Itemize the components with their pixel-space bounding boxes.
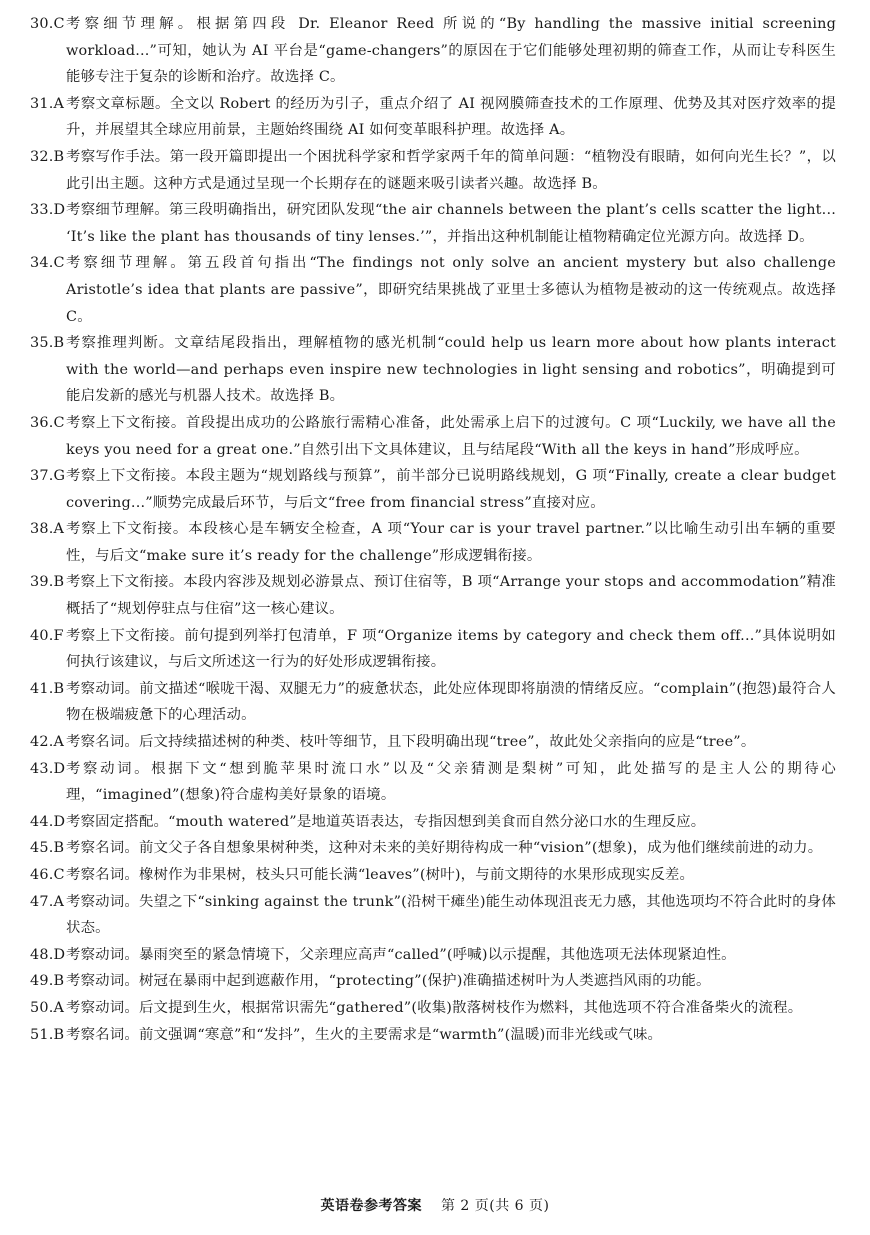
answer-item-40 <box>30 623 836 676</box>
answer-number: 32.B <box>30 148 65 165</box>
answer-number: 38.A <box>30 521 65 538</box>
footer-title: 英语卷参考答案 <box>320 1198 422 1214</box>
answer-item-44 <box>30 809 836 836</box>
answer-item-49 <box>30 968 836 995</box>
answer-item-30 <box>30 11 836 91</box>
answer-number: 43.D <box>30 760 66 777</box>
answer-item-47 <box>30 889 836 942</box>
page-number: 第 2 页(共 6 页) <box>440 1198 550 1214</box>
answer-explanation: 考察动词。失望之下“sinking against the trunk”(沿树干瘫坐)能生动体现沮丧无力感，其他选项均不符合此时的身体状态。 <box>66 893 836 937</box>
answer-explanation: 考察名词。橡树作为非果树，枝头只可能长满“leaves”(树叶)，与前文期待的水果形成现实反差。 <box>66 867 695 883</box>
answer-item-35 <box>30 330 836 410</box>
answer-item-46 <box>30 862 836 889</box>
answer-key-page <box>30 11 836 1048</box>
page-footer <box>0 1195 870 1215</box>
answer-item-50 <box>30 995 836 1022</box>
answer-explanation: 考察上下文衔接。前句提到列举打包清单，F 项“Organize items by category and check them off...”具体说明如何执行该建议，与后文所述这一行为的好处形成逻辑衔接。 <box>66 627 836 671</box>
answer-item-51 <box>30 1022 836 1049</box>
answer-number: 46.C <box>30 867 65 883</box>
answer-number: 44.D <box>30 813 66 830</box>
answer-number: 36.C <box>30 414 65 431</box>
answer-explanation: 考察上下文衔接。本段内容涉及规划必游景点、预订住宿等，B 项“Arrange your stops and accommodation”精准概括了“规划停驻点与住宿”这一核心建议。 <box>66 574 836 618</box>
answer-explanation: 考察细节理解。根据第四段 Dr. Eleanor Reed 所说的“By handling the massive initial screening workload...”可知，她认为 AI 平台是“game-changers”的原因在于它们能够处理初期的筛查工作，从而让专科医生能够专注于复杂的诊断和治疗。故选择 C。 <box>66 16 836 86</box>
answer-explanation: 考察文章标题。全文以 Robert 的经历为引子，重点介绍了 AI 视网膜筛查技术的工作原理、优势及其对医疗效率的提升，并展望其全球应用前景，主题始终围绕 AI 如何变革眼科护理。故选择 A。 <box>66 95 836 139</box>
answer-number: 49.B <box>30 973 65 990</box>
answer-number: 37.G <box>30 468 66 485</box>
answer-item-34 <box>30 250 836 330</box>
answer-explanation: 考察名词。前文父子各自想象果树种类，这种对未来的美好期待构成一种“vision”(想象)，成为他们继续前进的动力。 <box>66 840 823 857</box>
answer-number: 41.B <box>30 680 65 697</box>
answer-item-48 <box>30 942 836 969</box>
answer-number: 45.B <box>30 840 65 857</box>
answer-number: 48.D <box>30 946 66 963</box>
answer-number: 35.B <box>30 335 65 352</box>
answer-number: 33.D <box>30 202 66 219</box>
answer-item-39 <box>30 569 836 622</box>
answer-number: 42.A <box>30 734 65 751</box>
answer-number: 39.B <box>30 574 65 591</box>
answer-number: 34.C <box>30 255 65 272</box>
answer-explanation: 考察动词。后文提到生火，根据常识需先“gathered”(收集)散落树枝作为燃料，其他选项不符合准备柴火的流程。 <box>66 999 803 1016</box>
answer-item-41 <box>30 676 836 729</box>
answer-item-43 <box>30 756 836 809</box>
answer-explanation: 考察上下文衔接。本段主题为“规划路线与预算”，前半部分已说明路线规划，G 项“Finally, create a clear budget covering...”顺势完成最后环节，与后文“free from financial stress”直接对应。 <box>66 468 836 511</box>
answer-number: 30.C <box>30 16 65 32</box>
answer-explanation: 考察动词。根据下文“想到脆苹果时流口水”以及“父亲猜测是梨树”可知，此处描写的是主人公的期待心理，“imagined”(想象)符合虚构美好景象的语境。 <box>66 760 836 804</box>
answer-explanation: 考察动词。树冠在暴雨中起到遮蔽作用，“protecting”(保护)准确描述树叶为人类遮挡风雨的功能。 <box>66 973 711 990</box>
answer-item-33 <box>30 197 836 250</box>
answer-explanation: 考察名词。前文强调“寒意”和“发抖”，生火的主要需求是“warmth”(温暖)而非光线或气味。 <box>66 1026 663 1043</box>
answer-explanation: 考察上下文衔接。首段提出成功的公路旅行需精心准备，此处需承上启下的过渡句。C 项“Luckily, we have all the keys you need for a great one.”自然引出下文具体建议，且与结尾段“With all the keys in hand”形成呼应。 <box>66 414 836 458</box>
answer-explanation: 考察细节理解。第五段首句指出“The findings not only solve an ancient mystery but also challenge Aristotle’s idea that plants are passive”，即研究结果挑战了亚里士多德认为植物是被动的这一传统观点。故选择 C。 <box>66 255 836 325</box>
answer-item-36 <box>30 410 836 463</box>
answer-explanation: 考察细节理解。第三段明确指出，研究团队发现“the air channels between the plant’s cells scatter the light... ‘It’s like the plant has thousands of tiny lenses.’”，并指出这种机制能让植物精确定位光源方向。故选择 D。 <box>66 202 836 245</box>
answer-number: 47.A <box>30 893 65 910</box>
answer-explanation: 考察上下文衔接。本段核心是车辆安全检查，A 项“Your car is your travel partner.”以比喻生动引出车辆的重要性，与后文“make sure it’s ready for the challenge”形成逻辑衔接。 <box>66 521 836 564</box>
answer-number: 51.B <box>30 1026 65 1043</box>
answer-item-37 <box>30 463 836 516</box>
answer-item-32 <box>30 144 836 197</box>
answer-explanation: 考察动词。前文描述“喉咙干渴、双腿无力”的疲惫状态，此处应体现即将崩溃的情绪反应。“complain”(抱怨)最符合人物在极端疲惫下的心理活动。 <box>66 680 836 724</box>
answer-number: 50.A <box>30 999 65 1016</box>
answer-number: 31.A <box>30 95 65 112</box>
answer-explanation: 考察名词。后文持续描述树的种类、枝叶等细节，且下段明确出现“tree”，故此处父亲指向的应是“tree”。 <box>66 734 756 751</box>
answer-item-38 <box>30 516 836 569</box>
answer-explanation: 考察推理判断。文章结尾段指出，理解植物的感光机制“could help us learn more about how plants interact with the world—and perhaps even inspire new technologies in light sensing and robotics”，明确提到可能启发新的感光与机器人技术。故选择 B。 <box>66 335 836 405</box>
answer-explanation: 考察固定搭配。“mouth watered”是地道英语表达，专指因想到美食而自然分泌口水的生理反应。 <box>66 813 706 830</box>
answer-explanation: 考察写作手法。第一段开篇即提出一个困扰科学家和哲学家两千年的简单问题：“植物没有眼睛，如何向光生长？”，以此引出主题。这种方式是通过呈现一个长期存在的谜题来吸引读者兴趣。故选择 B。 <box>66 148 836 192</box>
answer-explanation: 考察动词。暴雨突至的紧急情境下，父亲理应高声“called”(呼喊)以示提醒，其他选项无法体现紧迫性。 <box>66 946 736 963</box>
answer-item-42 <box>30 729 836 756</box>
answer-item-45 <box>30 835 836 862</box>
answer-number: 40.F <box>30 627 64 644</box>
answer-item-31 <box>30 91 836 144</box>
